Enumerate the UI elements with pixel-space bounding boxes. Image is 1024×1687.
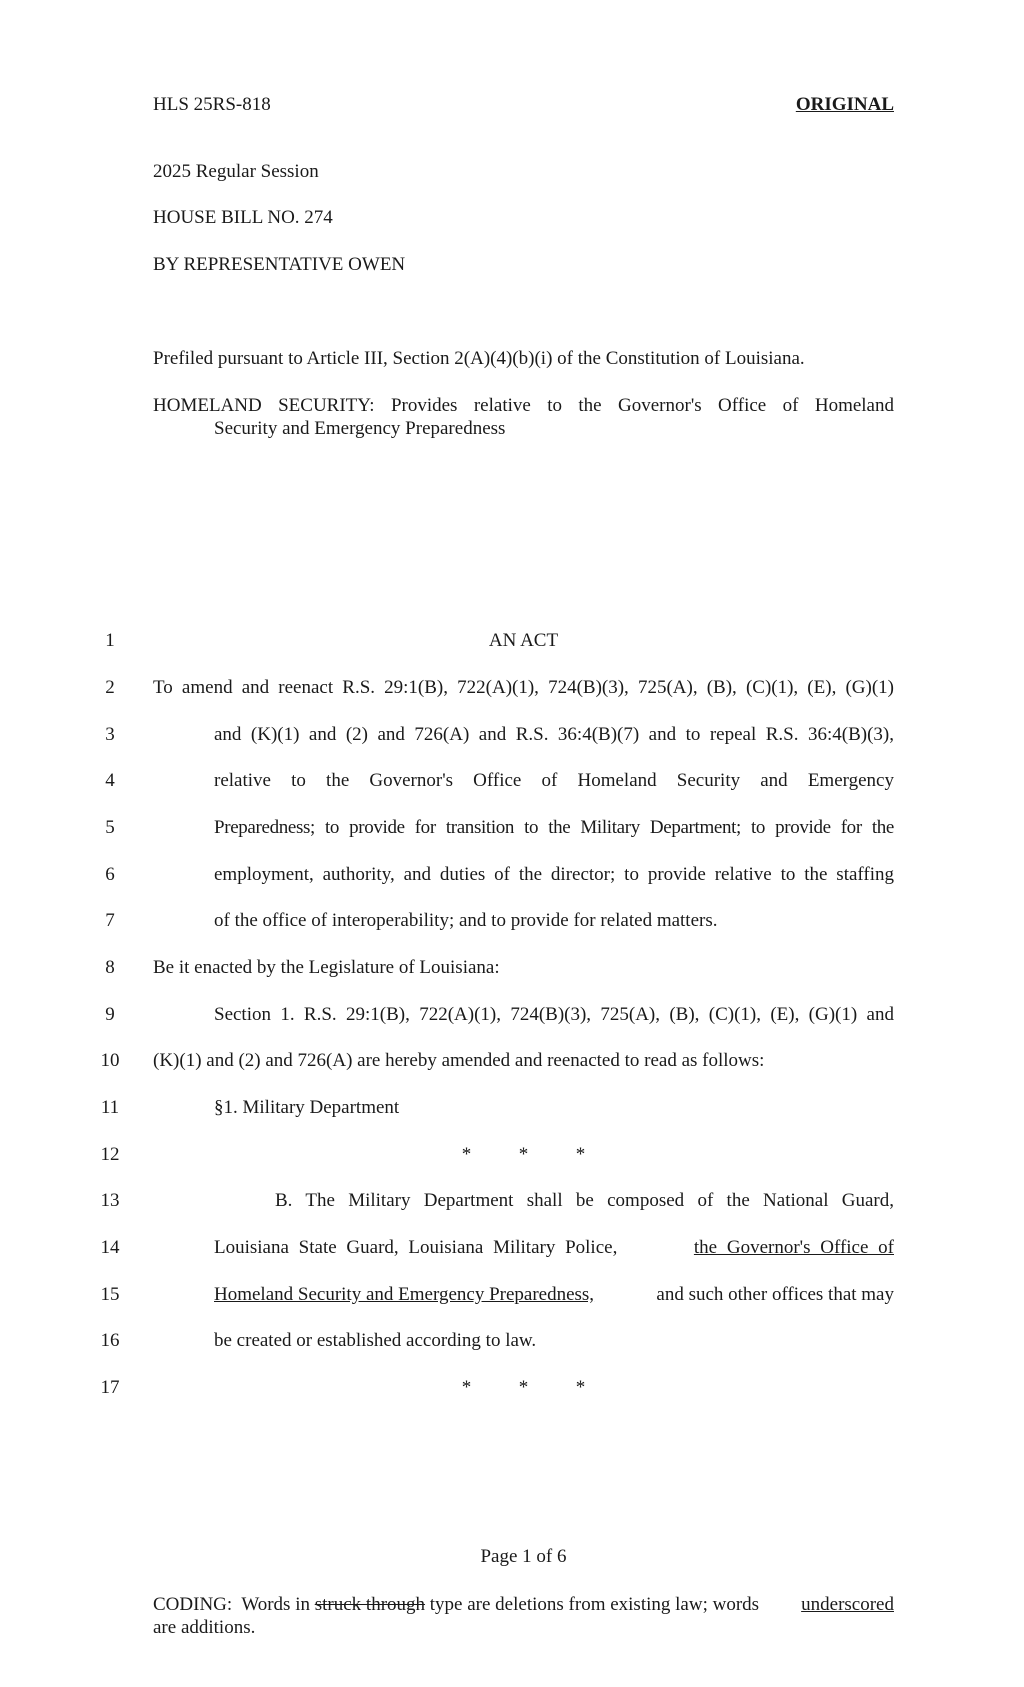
body-line-14 [214, 1237, 894, 1259]
coding-underscored-example: underscored [801, 1594, 894, 1615]
line-number: 15 [100, 1284, 120, 1305]
body-line-7: of the office of interoperability; and to provide for related matters. [214, 910, 718, 931]
line-number: 8 [105, 957, 115, 978]
line-number: 13 [100, 1190, 120, 1211]
body-line-2: To amend and reenact R.S. 29:1(B), 722(A)(1), 724(B)(3), 725(A), (B), (C)(1), (E), (G)(1) [153, 677, 894, 698]
line-number: 10 [100, 1050, 120, 1071]
page-number: Page 1 of 6 [480, 1546, 567, 1567]
line-number: 6 [105, 864, 115, 885]
body-line-8: Be it enacted by the Legislature of Louisiana: [153, 957, 500, 978]
body-line-3: and (K)(1) and (2) and 726(A) and R.S. 36:4(B)(7) and to repeal R.S. 36:4(B)(3), [214, 724, 894, 745]
bill-number: HOUSE BILL NO. 274 [153, 207, 333, 228]
body-line-15-added: Homeland Security and Emergency Preparedness, [214, 1284, 595, 1305]
body-line-5: Preparedness; to provide for transition to the Military Department; to provide for the [214, 817, 894, 838]
digest-line-1: HOMELAND SECURITY: Provides relative to the Governor's Office of Homeland [153, 395, 894, 416]
body-line-10: (K)(1) and (2) and 726(A) are hereby amended and reenacted to read as follows: [153, 1050, 765, 1071]
prefiled-note: Prefiled pursuant to Article III, Section 2(A)(4)(b)(i) of the Constitution of Louisiana. [153, 348, 805, 369]
coding-struck-example: struck through [314, 1594, 426, 1615]
digest-line-2: Security and Emergency Preparedness [214, 418, 506, 439]
coding-middle: type are deletions from existing law; words [425, 1594, 764, 1615]
line-number: 3 [105, 724, 115, 745]
line-number: 2 [105, 677, 115, 698]
line-number: 7 [105, 910, 115, 931]
coding-prefix: CODING: Words in [153, 1594, 315, 1615]
line-number: 11 [100, 1097, 120, 1118]
line-number: 14 [100, 1237, 120, 1258]
section-heading: §1. Military Department [214, 1097, 400, 1118]
bill-code: HLS 25RS-818 [153, 94, 271, 115]
body-line-13: B. The Military Department shall be composed of the National Guard, [275, 1190, 894, 1211]
body-line-9: Section 1. R.S. 29:1(B), 722(A)(1), 724(B)(3), 725(A), (B), (C)(1), (E), (G)(1) and [214, 1004, 894, 1025]
line-number: 17 [100, 1377, 120, 1398]
bill-author: BY REPRESENTATIVE OWEN [153, 254, 406, 275]
act-title: AN ACT [488, 630, 559, 651]
coding-note-line-1 [153, 1594, 894, 1616]
coding-note-line-2: are additions. [153, 1617, 256, 1638]
body-line-6: employment, authority, and duties of the director; to provide relative to the staffing [214, 864, 894, 885]
line-number: 4 [105, 770, 115, 791]
body-line-14-added: the Governor's Office of [693, 1237, 894, 1258]
omission-marker: * * * [461, 1144, 586, 1165]
line-number: 1 [105, 630, 115, 651]
body-line-14-plain: Louisiana State Guard, Louisiana Military Police, [214, 1237, 628, 1258]
line-number: 12 [100, 1144, 120, 1165]
body-line-15-plain: and such other offices that may [651, 1284, 894, 1305]
omission-marker: * * * [461, 1377, 586, 1398]
body-line-15 [214, 1284, 894, 1306]
body-line-4: relative to the Governor's Office of Homeland Security and Emergency [214, 770, 894, 791]
line-number: 9 [105, 1004, 115, 1025]
coding-note-segment [153, 1594, 764, 1616]
line-number: 16 [100, 1330, 120, 1351]
status-label: ORIGINAL [795, 94, 894, 115]
line-number: 5 [105, 817, 115, 838]
body-line-16: be created or established according to law. [214, 1330, 537, 1351]
session-label: 2025 Regular Session [153, 161, 319, 182]
